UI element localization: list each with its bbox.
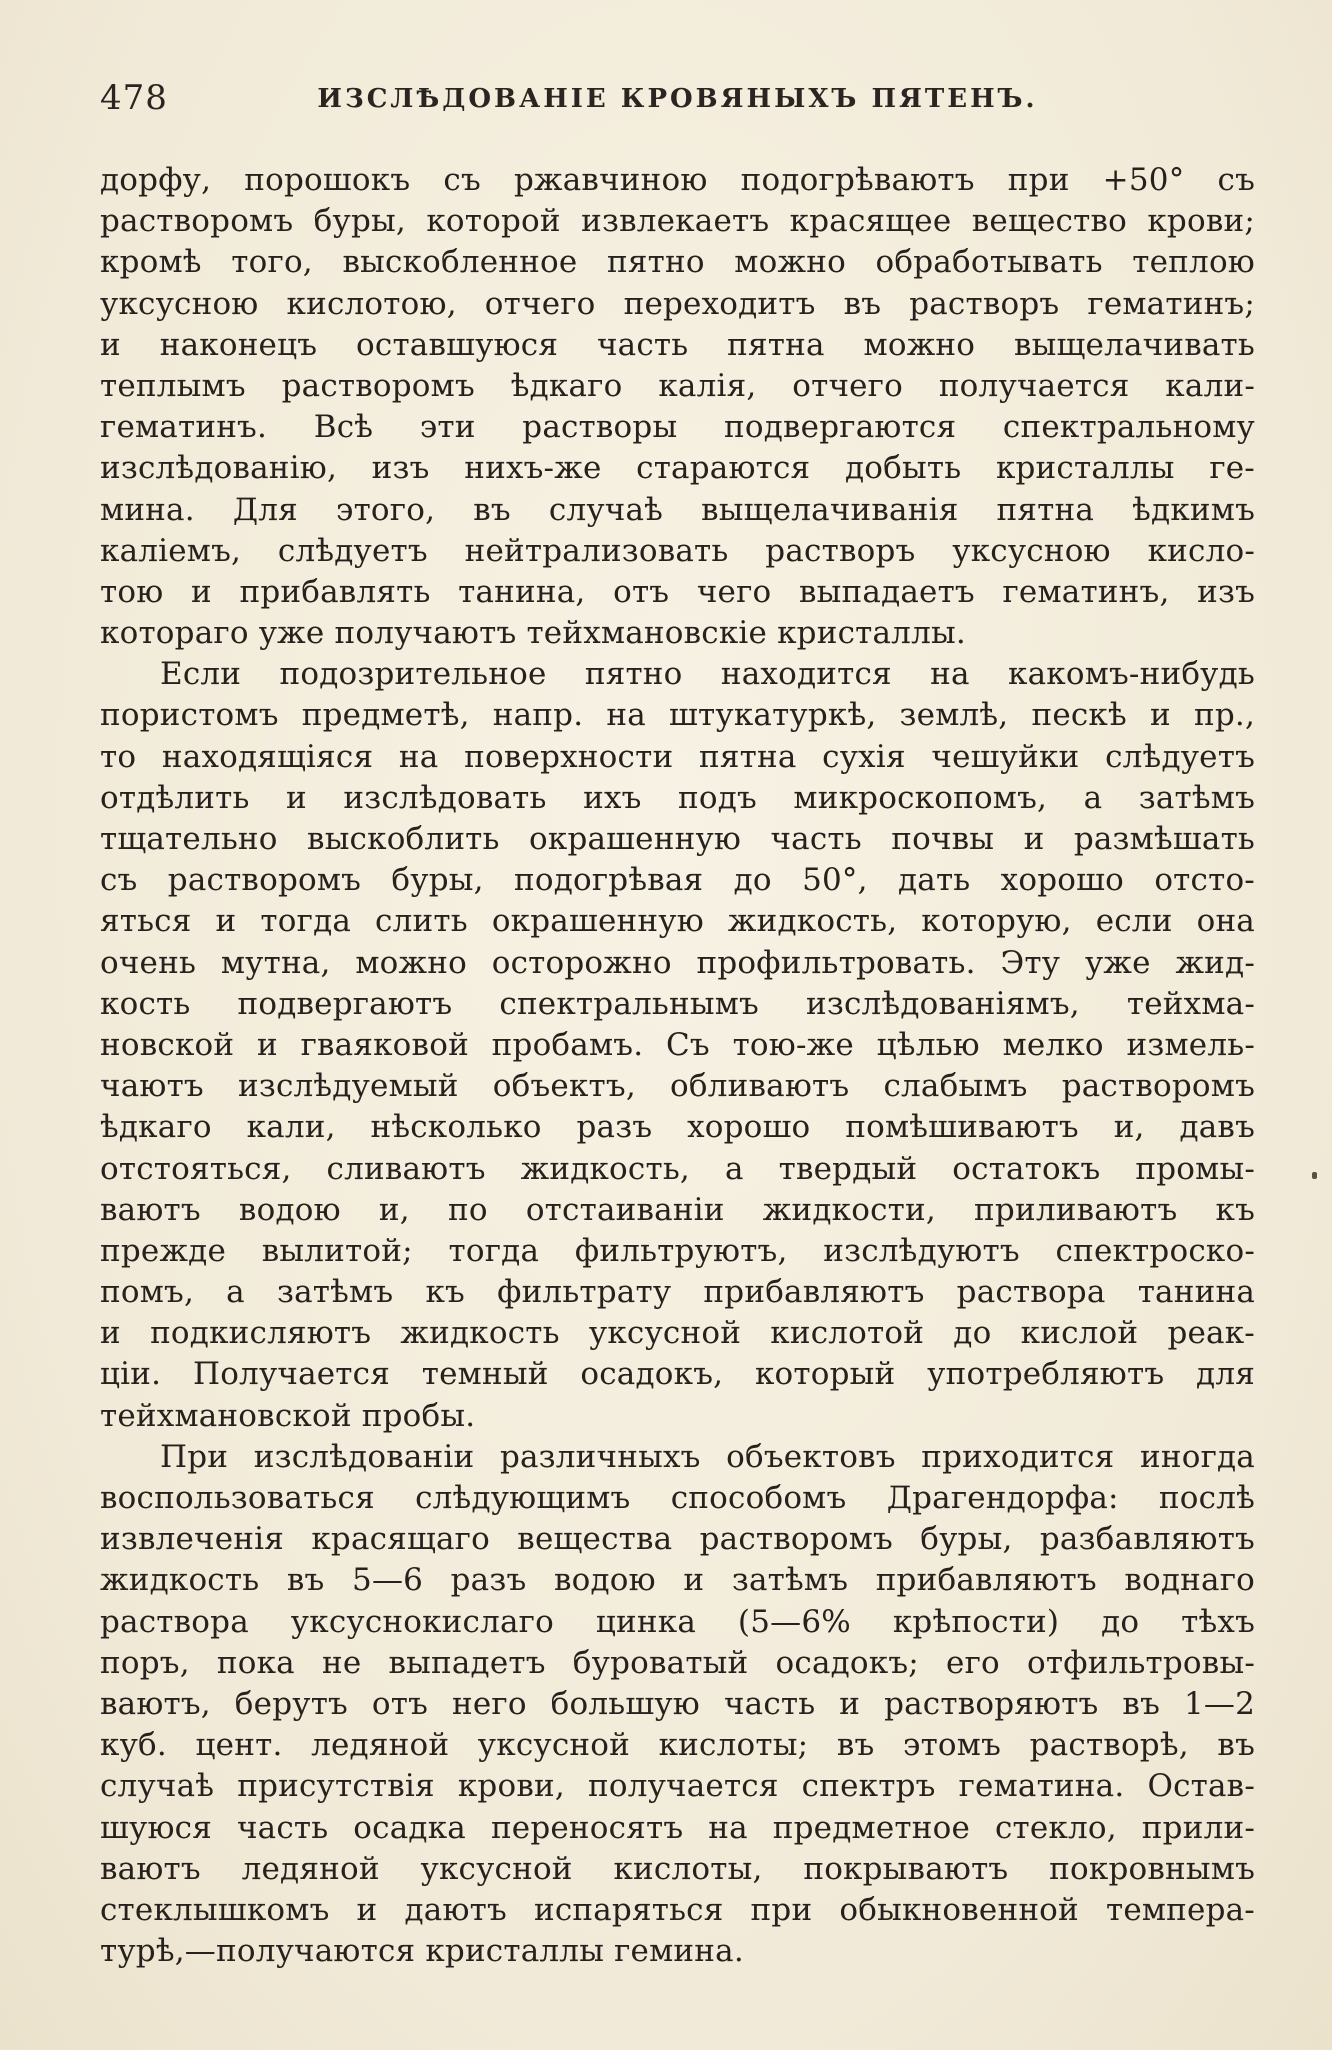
text-line: помъ, а затѣмъ къ фильтрату прибавляютъ раствора танина [100, 1274, 1255, 1311]
paragraph-1 [100, 160, 1255, 654]
text-line: новской и гваяковой пробамъ. Съ тою-же цѣлью мелко измель- [100, 1026, 1255, 1063]
text-line: изслѣдованію, изъ нихъ-же стараются добыть кристаллы ге- [100, 450, 1255, 487]
text-line: извлеченія красящаго вещества растворомъ буры, разбавляютъ [100, 1521, 1255, 1558]
text-line: ваютъ, берутъ отъ него большую часть и растворяютъ въ 1—2 [100, 1685, 1255, 1722]
body-text [100, 160, 1255, 1972]
page-number: 478 [100, 78, 168, 118]
text-line: кость подвергаютъ спектральнымъ изслѣдованіямъ, тейхма- [100, 985, 1255, 1022]
text-line: поръ, пока не выпадетъ буроватый осадокъ; его отфильтровы- [100, 1644, 1255, 1681]
text-line: то находящіяся на поверхности пятна сухія чешуйки слѣдуетъ [100, 738, 1255, 775]
text-line: каліемъ, слѣдуетъ нейтрализовать растворъ уксусною кисло- [100, 532, 1255, 569]
text-line: тою и прибавлять танина, отъ чего выпадаетъ гематинъ, изъ [100, 573, 1255, 610]
page-header [100, 78, 1255, 122]
paragraph-3 [100, 1437, 1255, 1972]
text-line: очень мутна, можно осторожно профильтровать. Эту уже жид- [100, 944, 1255, 981]
paragraph-2 [100, 654, 1255, 1437]
text-line: При изслѣдованіи различныхъ объектовъ приходится иногда [160, 1438, 1255, 1475]
text-line: случаѣ присутствія крови, получается спектръ гематина. Остав- [100, 1768, 1255, 1805]
text-line: отдѣлить и изслѣдовать ихъ подъ микроскопомъ, а затѣмъ [100, 779, 1255, 816]
text-line: отстояться, сливаютъ жидкость, а твердый остатокъ промы- [100, 1150, 1255, 1187]
text-line: дорфу, порошокъ съ ржавчиною подогрѣваютъ при +50° съ [100, 162, 1255, 198]
text-line: и наконецъ оставшуюся часть пятна можно выщелачивать [100, 326, 1255, 363]
text-line: и подкисляютъ жидкость уксусной кислотой до кислой реак- [100, 1315, 1255, 1352]
text-line: мина. Для этого, въ случаѣ выщелачиванія пятна ѣдкимъ [100, 491, 1255, 528]
text-line: тщательно выскоблить окрашенную часть почвы и размѣшать [100, 821, 1255, 857]
text-line: чаютъ изслѣдуемый объектъ, обливаютъ слабымъ растворомъ [100, 1068, 1255, 1105]
running-title: ИЗСЛѢДОВАНІЕ КРОВЯНЫХЪ ПЯТЕНЪ. [317, 84, 1038, 114]
text-line: пористомъ предметѣ, напр. на штукатуркѣ, землѣ, пескѣ и пр., [100, 697, 1255, 734]
text-line: гематинъ. Всѣ эти растворы подвергаются спектральному [100, 409, 1255, 446]
text-line: воспользоваться слѣдующимъ способомъ Драгендорфа: послѣ [100, 1480, 1255, 1516]
text-line: съ растворомъ буры, подогрѣвая до 50°, дать хорошо отсто- [100, 862, 1255, 899]
text-line: куб. цент. ледяной уксусной кислоты; въ этомъ растворѣ, въ [100, 1727, 1255, 1764]
text-line: котораго уже получаютъ тейхмановскіе кристаллы. [100, 615, 966, 652]
text-line: уксусною кислотою, отчего переходитъ въ растворъ гематинъ; [100, 285, 1255, 322]
text-line: ваютъ ледяной уксусной кислоты, покрываютъ покровнымъ [100, 1850, 1255, 1887]
text-line: ѣдкаго кали, нѣсколько разъ хорошо помѣшиваютъ и, давъ [100, 1109, 1255, 1146]
text-line: стеклышкомъ и даютъ испаряться при обыкновенной темпера- [100, 1891, 1255, 1928]
text-line: яться и тогда слить окрашенную жидкость, которую, если она [100, 903, 1255, 940]
text-line: ціи. Получается темный осадокъ, который употребляютъ для [100, 1356, 1255, 1393]
text-line: прежде вылитой; тогда фильтруютъ, изслѣдуютъ спектроско- [100, 1232, 1255, 1269]
text-line: ваютъ водою и, по отстаиваніи жидкости, приливаютъ къ [100, 1191, 1255, 1228]
text-line: раствора уксуснокислаго цинка (5—6% крѣпости) до тѣхъ [100, 1603, 1255, 1640]
text-line: теплымъ растворомъ ѣдкаго калія, отчего получается кали- [100, 367, 1255, 404]
text-line: жидкость въ 5—6 разъ водою и затѣмъ прибавляютъ воднаго [100, 1562, 1255, 1599]
text-line: Если подозрительное пятно находится на какомъ-нибудь [160, 656, 1255, 693]
ink-speck [1312, 1172, 1317, 1179]
text-line: шуюся часть осадка переносятъ на предметное стекло, прили- [100, 1809, 1255, 1846]
text-line: тейхмановской пробы. [100, 1397, 476, 1434]
text-line: растворомъ буры, которой извлекаетъ красящее вещество крови; [100, 203, 1255, 240]
text-line: турѣ,—получаются кристаллы гемина. [100, 1933, 744, 1970]
text-line: кромѣ того, выскобленное пятно можно обработывать теплою [100, 244, 1255, 281]
